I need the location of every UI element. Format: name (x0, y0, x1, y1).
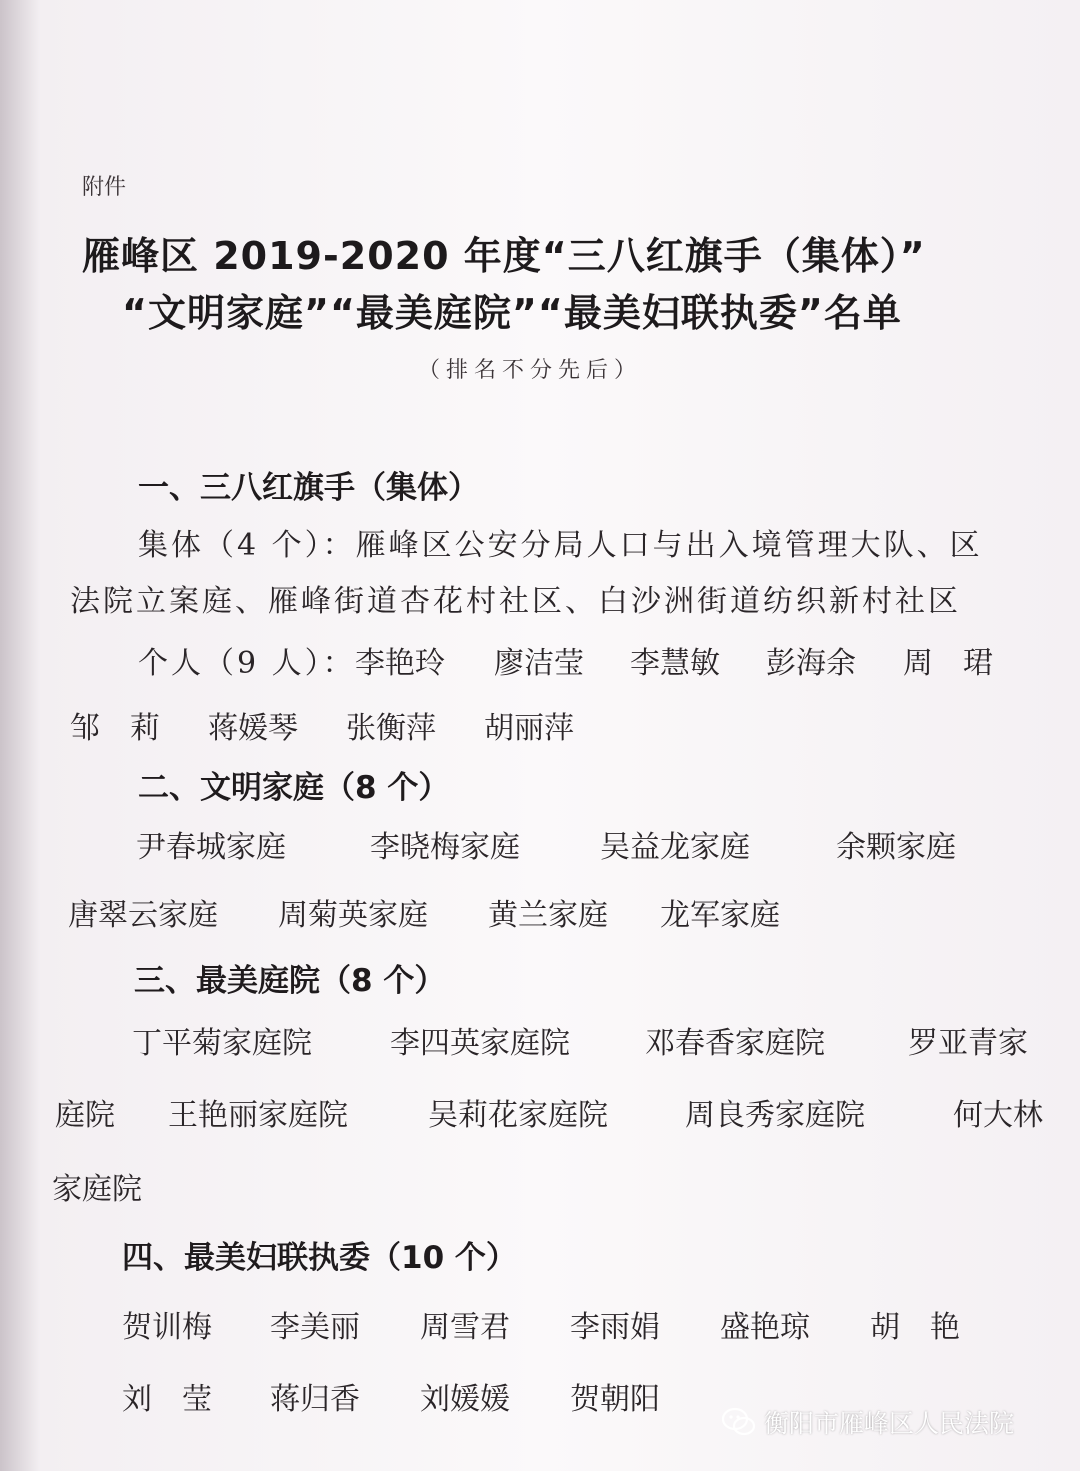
name-item: 廖洁莹 (494, 646, 584, 681)
committee-member-item: 盛艳琼 (720, 1310, 810, 1345)
committee-member-item: 周雪君 (420, 1310, 510, 1345)
name-item: 邹 莉 (70, 711, 160, 746)
name-item: 李艳玲 (355, 646, 445, 681)
family-item: 吴益龙家庭 (600, 830, 750, 865)
committee-member-item: 刘 莹 (122, 1382, 212, 1417)
courtyard-item: 家庭院 (52, 1172, 142, 1207)
committee-member-item: 刘媛媛 (420, 1382, 510, 1417)
attachment-label: 附件 (82, 175, 127, 200)
family-item: 周菊英家庭 (278, 898, 428, 933)
family-item: 尹春城家庭 (136, 830, 286, 865)
wechat-icon (722, 1407, 756, 1437)
title-line-1: 雁峰区 2019-2020 年度“三八红旗手（集体）” (82, 234, 926, 278)
name-item: 李慧敏 (630, 646, 720, 681)
family-item: 李晓梅家庭 (370, 830, 520, 865)
courtyard-item: 李四英家庭院 (390, 1026, 570, 1061)
courtyard-item: 邓春香家庭院 (645, 1026, 825, 1061)
courtyard-item: 何大林 (953, 1098, 1043, 1133)
committee-member-item: 蒋归香 (270, 1382, 360, 1417)
committee-member-item: 李雨娟 (570, 1310, 660, 1345)
section-1-individual-label: 个人（9 人）： (138, 646, 356, 681)
family-item: 龙军家庭 (660, 898, 780, 933)
courtyard-item: 庭院 (55, 1098, 115, 1133)
section-2-heading: 二、文明家庭（8 个） (138, 770, 450, 806)
watermark-text: 衡阳市雁峰区人民法院 (764, 1409, 1015, 1438)
section-1-heading: 一、三八红旗手（集体） (138, 470, 479, 506)
courtyard-item: 丁平菊家庭院 (132, 1026, 312, 1061)
committee-member-item: 贺训梅 (122, 1310, 212, 1345)
courtyard-item: 吴莉花家庭院 (428, 1098, 608, 1133)
family-item: 唐翠云家庭 (68, 898, 218, 933)
title-line-2: “文明家庭”“最美庭院”“最美妇联执委”名单 (122, 291, 902, 335)
committee-member-item: 李美丽 (270, 1310, 360, 1345)
committee-member-item: 胡 艳 (870, 1310, 960, 1345)
name-item: 彭海余 (766, 646, 856, 681)
family-item: 余颗家庭 (836, 830, 956, 865)
name-item: 蒋媛琴 (208, 711, 298, 746)
courtyard-item: 罗亚青家 (908, 1026, 1028, 1061)
section-1-collective-line-1: 集体（4 个）：雁峰区公安分局人口与出入境管理大队、区 (138, 528, 983, 563)
section-4-heading: 四、最美妇联执委（10 个） (122, 1240, 517, 1276)
watermark (722, 1404, 1014, 1440)
courtyard-item: 王艳丽家庭院 (168, 1098, 348, 1133)
subtitle: （排名不分先后） (418, 358, 643, 383)
section-3-heading: 三、最美庭院（8 个） (134, 963, 446, 999)
name-item: 张衡萍 (346, 711, 436, 746)
name-item: 胡丽萍 (484, 711, 574, 746)
name-item: 周 珺 (903, 646, 993, 681)
committee-member-item: 贺朝阳 (570, 1382, 660, 1417)
section-1-collective-line-2: 法院立案庭、雁峰街道杏花村社区、白沙洲街道纺织新村社区 (70, 584, 961, 619)
family-item: 黄兰家庭 (488, 898, 608, 933)
courtyard-item: 周良秀家庭院 (685, 1098, 865, 1133)
